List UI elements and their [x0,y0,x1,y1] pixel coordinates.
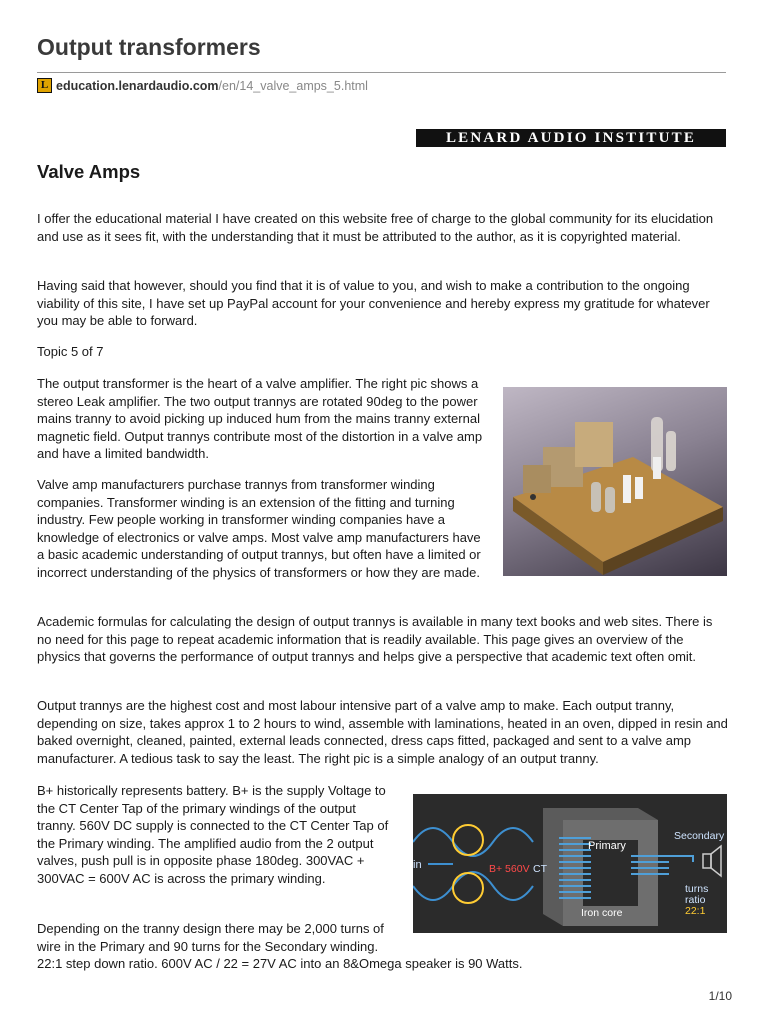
title-divider [37,72,726,73]
diagram-label-in: in [413,859,422,871]
source-path: /en/14_valve_amps_5.html [218,78,368,93]
diagram-label-iron-core: Iron core [581,907,623,919]
source-line [37,78,368,93]
paragraph-turns-a: Depending on the tranny design there may be 2,000 turns of wire in the Primary and 90 turns for the Secondary winding. 22:1 step down ratio. 600V AC / 22 = 27V AC into an 8&Omega speaker is 90 Watts. [37,920,737,973]
paragraph-academic: Academic formulas for calculating the design of output trannys is available in many text books and web sites. There is no need for this page to repeat academic information that is readily available. This page gives an overview of the physics that governs the performance of output trannys and helps give a perspective that academic text often omit. [37,614,713,665]
diagram-label-turns: turns [685,883,709,895]
page-title: Output transformers [37,34,261,60]
page-number: 1/10 [708,989,732,1003]
section-title: Valve Amps [37,161,141,182]
paragraph-contribution: Having said that however, should you find that it is of value to you, and wish to make a contribution to the ongoing viability of this site, I have set up PayPal account for your convenience and hereby express my gratitude for whatever you may be able to forward. [37,278,710,329]
diagram-label-bplus: B+ 560V [489,863,530,875]
transformer-diagram [413,794,727,933]
paragraph-manufacturers: Valve amp manufacturers purchase trannys from transformer winding companies. Transformer winding is an extension of the fitting and turning industry. Few people working in transformer winding companies have a knowledge of electronics or valve amps. Most valve amp manufacturers have a basic academic understanding of output trannys, but often have a limited or incorrect understanding of the physics of transformers or how they are made. [37,477,481,580]
diagram-label-ratio-value: 22:1 [685,905,706,917]
site-logo-letter: L [38,79,51,92]
paragraph-license: I offer the educational material I have created on this website free of charge to the global community for its elucidation and use as it sees fit, with the understanding that it must be attributed to the author, as it is copyrighted material. [37,211,714,244]
site-logo-icon [37,78,52,93]
diagram-label-ct: CT [533,863,547,875]
paragraph-output-transformer: The output transformer is the heart of a valve amplifier. The right pic shows a stereo Leak amplifier. The two output trannys are rotated 90deg to the power mains tranny to avoid picking up induced hum from the mains tranny external magnetic field. Output trannys contribute most of the distortion in a valve amp and have a limited bandwidth. [37,376,483,462]
diagram-label-ratio: ratio [685,894,706,906]
leak-amplifier-photo [503,387,727,576]
amplifier-illustration [503,387,727,576]
transformer-diagram-svg [413,794,727,933]
institute-banner: LENARD AUDIO INSTITUTE [416,129,726,147]
paragraph-topic: Topic 5 of 7 [37,344,104,359]
paragraph-bplus: B+ historically represents battery. B+ is the supply Voltage to the CT Center Tap of the primary windings of the output tranny. 560V DC supply is connected to the CT Center Tap of the Primary winding. The amplified audio from the 2 output valves, push pull is in opposite phase 180deg. 300VAC + 300VAC = 600V AC is across the primary winding. [37,783,389,886]
diagram-label-secondary: Secondary [674,830,725,842]
paragraph-cost: Output trannys are the highest cost and most labour intensive part of a valve amp to make. Each output tranny, depending on size, takes approx 1 to 2 hours to wind, assemble with laminations, heated in an oven, dipped in resin and baked overnight, cleaned, painted, external leads connected, dress caps fitted, packaged and sent to a valve amp manufacturer. A tedious task to say the least. The right pic is a simple analogy of an output tranny. [37,698,728,766]
diagram-label-primary: Primary [588,840,626,852]
source-domain-link[interactable]: education.lenardaudio.com [56,78,219,93]
